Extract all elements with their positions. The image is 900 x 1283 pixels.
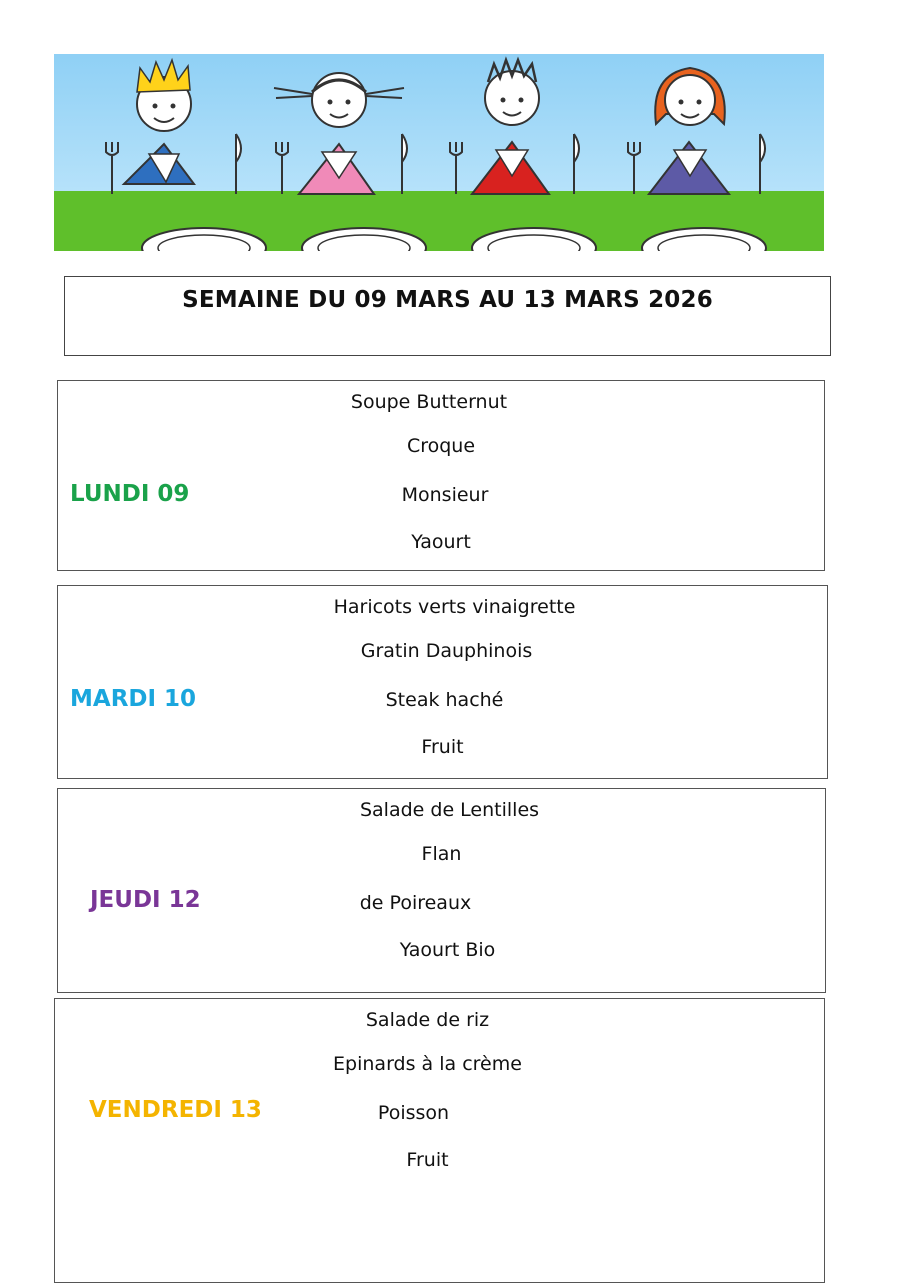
day-label-mardi: MARDI 10: [70, 686, 197, 712]
week-title-box: [64, 276, 831, 356]
dish-main-2: de Poireaux: [359, 892, 472, 914]
dish-entree: Soupe Butternut: [350, 391, 508, 413]
kids-drawing: [54, 54, 824, 251]
day-box-jeudi: [57, 788, 826, 993]
dish-entree: Salade de riz: [365, 1009, 490, 1031]
dish-entree: Haricots verts vinaigrette: [333, 596, 576, 618]
dish-dessert: Yaourt: [411, 531, 471, 553]
dish-entree: Salade de Lentilles: [359, 799, 540, 821]
dish-main: Flan: [421, 843, 462, 865]
day-box-mardi: [57, 585, 828, 779]
dish-main-2: Steak haché: [385, 689, 504, 711]
day-box-vendredi: [54, 998, 825, 1283]
day-label-jeudi: JEUDI 12: [90, 887, 201, 913]
dish-dessert: Yaourt Bio: [399, 939, 496, 961]
kid-1-illustration: [106, 60, 266, 251]
dish-main-2: Poisson: [377, 1102, 450, 1124]
dish-dessert: Fruit: [421, 736, 464, 758]
kids-at-table-illustration: [54, 54, 824, 251]
dish-main: Epinards à la crème: [333, 1053, 522, 1075]
kid-3-illustration: [450, 60, 596, 251]
dish-main: Croque: [406, 435, 476, 457]
week-title: SEMAINE DU 09 MARS AU 13 MARS 2026: [182, 287, 713, 313]
kid-2-illustration: [274, 73, 426, 251]
day-label-vendredi: VENDREDI 13: [89, 1097, 262, 1123]
day-box-lundi: [57, 380, 825, 571]
dish-main-2: Monsieur: [401, 484, 489, 506]
dish-main: Gratin Dauphinois: [360, 640, 533, 662]
kid-4-illustration: [628, 68, 766, 251]
day-label-lundi: LUNDI 09: [70, 481, 190, 507]
dish-dessert: Fruit: [406, 1149, 449, 1171]
